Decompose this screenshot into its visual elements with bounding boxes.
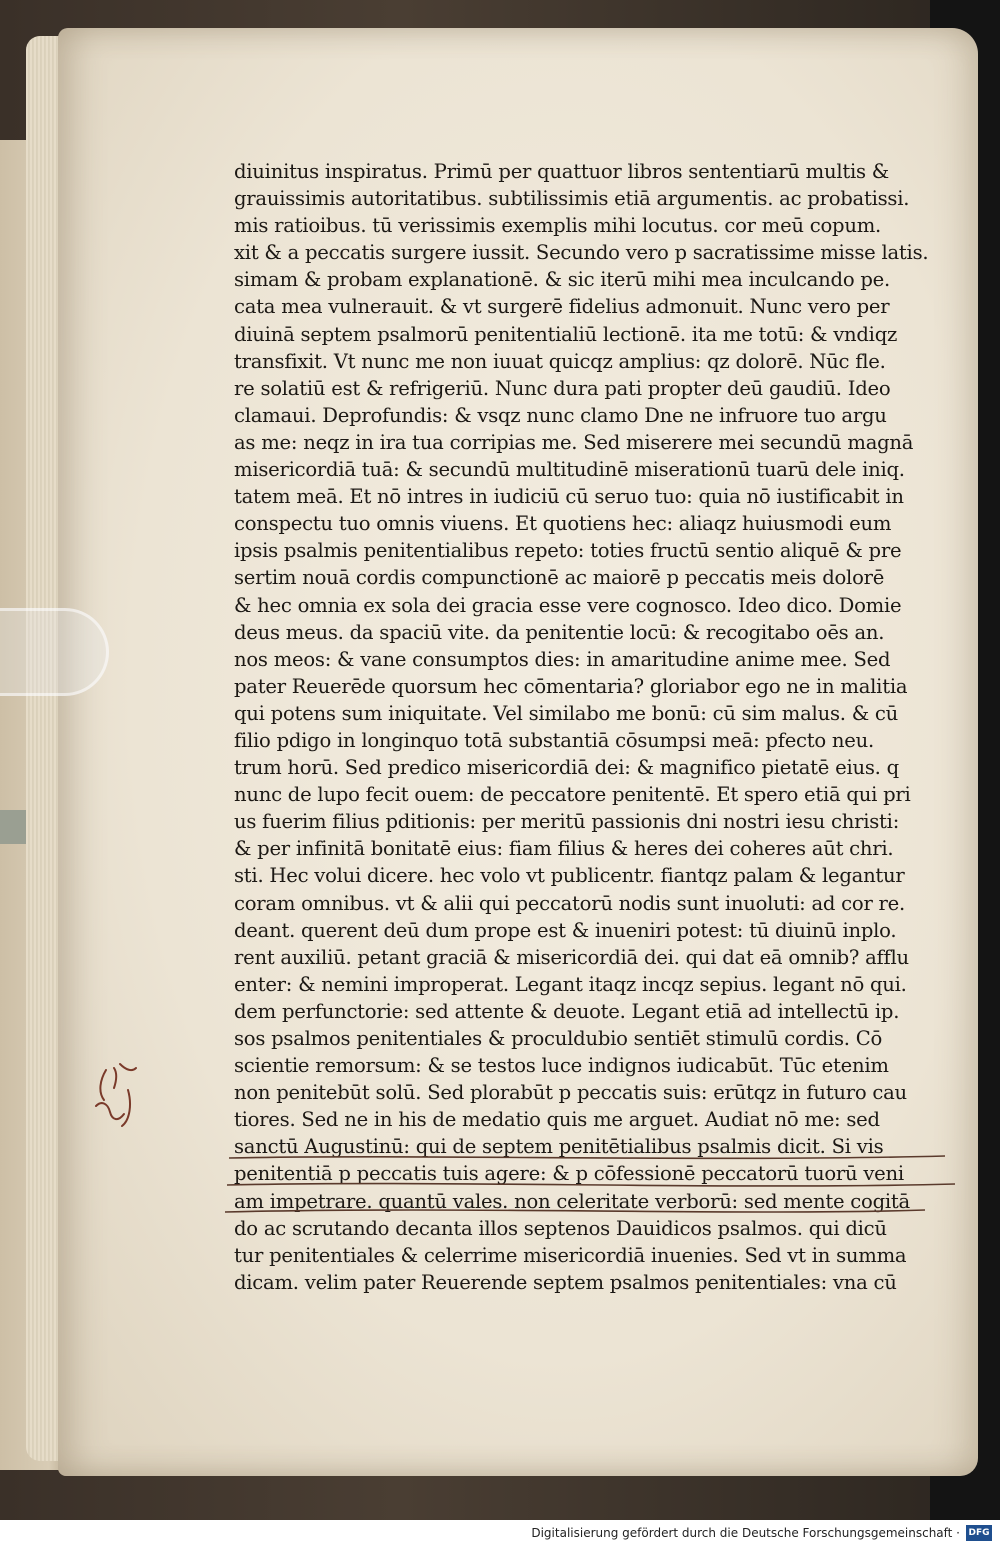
dfg-logo: DFG xyxy=(966,1525,992,1541)
text-line: grauissimis autoritatibus. subtilissimis etiā argumentis. ac probatissi. xyxy=(234,187,910,211)
text-line: do ac scrutando decanta illos septenos Dauidicos psalmos. qui dicū xyxy=(234,1216,887,1240)
text-line: deus meus. da spaciū vite. da penitentie locū: & recogitabo oēs an. xyxy=(234,620,885,644)
text-line: sos psalmos penitentiales & proculdubio sentiēt stimulū cordis. Cō xyxy=(234,1027,883,1050)
text-line: us fuerim filius pditionis: per meritū passionis dni nostri iesu christi: xyxy=(234,810,900,834)
underline-annotations xyxy=(225,1150,965,1230)
text-line: misericordiā tuā: & secundū multitudinē miserationū tuarū dele iniq. xyxy=(234,458,905,482)
page-clip xyxy=(0,608,109,696)
text-line: & per infinitā bonitatē eius: fiam filius & heres dei coheres aūt chri. xyxy=(234,837,894,861)
text-line: trum horū. Sed predico misericordiā dei: & magnifico pietatē eius. q xyxy=(234,756,899,780)
text-line: re solatiū est & refrigeriū. Nunc dura pati propter deū gaudiū. Ideo xyxy=(234,376,891,400)
text-line: diuinitus inspiratus. Primū per quattuor libros sententiarū multis & xyxy=(234,160,889,183)
text-line: simam & probam explanationē. & sic iterū mihi mea inculcando pe. xyxy=(234,268,890,292)
text-line: deant. querent deū dum prope est & inueniri potest: tū diuinū inplo. xyxy=(234,918,897,942)
text-line: tiores. Sed ne in his de medatio quis me arguet. Audiat nō me: sed xyxy=(234,1108,880,1132)
text-line: penitentiā p peccatis tuis agere: & p cōfessionē peccatorū tuorū veni xyxy=(234,1162,904,1186)
text-line: diuinā septem psalmorū penitentialiū lectionē. ita me totū: & vndiqz xyxy=(234,322,898,346)
text-line: cata mea vulnerauit. & vt surgerē fidelius admonuit. Nunc vero per xyxy=(234,295,890,319)
text-line: tatem meā. Et nō intres in iudiciū cū seruo tuo: quia nō iustificabit in xyxy=(234,485,904,509)
text-line: conspectu tuo omnis viuens. Et quotiens hec: aliaqz huiusmodi eum xyxy=(234,512,892,536)
text-line: sertim nouā cordis compunctionē ac maiorē p peccatis meis dolorē xyxy=(234,566,885,590)
footer-bar xyxy=(0,1520,1000,1547)
text-line: non penitebūt solū. Sed plorabūt p peccatis suis: erūtqz in futuro cau xyxy=(234,1081,907,1105)
text-line: am impetrare. quantū vales. non celeritate verborū: sed mente cogitā xyxy=(234,1189,910,1213)
text-line: scientie remorsum: & se testos luce indignos iudicabūt. Tūc etenim xyxy=(234,1054,889,1078)
text-line: rent auxiliū. petant graciā & misericordiā dei. qui dat eā omnib? afflu xyxy=(234,945,909,969)
text-line: sti. Hec volui dicere. hec volo vt publicentr. fiantqz palam & legantur xyxy=(234,864,905,888)
text-line: as me: neqz in ira tua corripias me. Sed miserere mei secundū magnā xyxy=(234,430,914,454)
text-line: dem perfunctorie: sed attente & deuote. Legant etiā ad intellectū ip. xyxy=(234,999,900,1023)
text-line: filio pdigo in longinquo totā substantiā cōsumpsi meā: pfecto neu. xyxy=(234,728,874,752)
text-line: mis ratioibus. tū verissimis exemplis mihi locutus. cor meū copum. xyxy=(234,214,882,238)
text-line: clamaui. Deprofundis: & vsqz nunc clamo Dne ne infruore tuo argu xyxy=(234,403,887,427)
text-line: tur penitentiales & celerrime misericordiā inuenies. Sed vt in summa xyxy=(234,1243,907,1267)
text-line: qui potens sum iniquitate. Vel similabo me bonū: cū sim malus. & cū xyxy=(234,701,898,725)
text-line: ipsis psalmis penitentialibus repeto: toties fructū sentio aliquē & pre xyxy=(234,539,902,563)
text-line: nunc de lupo fecit ouem: de peccatore penitentē. Et spero etiā qui pri xyxy=(234,783,911,807)
text-line: transfixit. Vt nunc me non iuuat quicqz amplius: qz dolorē. Nūc fle. xyxy=(234,349,886,373)
body-text xyxy=(234,158,954,1296)
text-line: coram omnibus. vt & alii qui peccatorū nodis sunt inuoluti: ad cor re. xyxy=(234,891,905,915)
text-line: dicam. velim pater Reuerende septem psalmos penitentiales: vna cū xyxy=(234,1270,897,1294)
text-line: xit & a peccatis surgere iussit. Secundo vero p sacratissime misse latis. xyxy=(234,241,929,265)
handwritten-margin-note xyxy=(92,1060,152,1130)
text-line: & hec omnia ex sola dei gracia esse vere cognosco. Ideo dico. Domie xyxy=(234,593,902,617)
text-line: enter: & nemini improperat. Legant itaqz incqz sepius. legant nō qui. xyxy=(234,972,907,996)
text-line: nos meos: & vane consumptos dies: in amaritudine anime mee. Sed xyxy=(234,647,891,671)
text-line: sanctū Augustinū: qui de septem penitētialibus psalmis dicit. Si vis xyxy=(234,1135,884,1159)
funding-credit: Digitalisierung gefördert durch die Deutsche Forschungsgemeinschaft · xyxy=(531,1526,960,1540)
text-line: pater Reuerēde quorsum hec cōmentaria? gloriabor ego ne in malitia xyxy=(234,674,908,698)
